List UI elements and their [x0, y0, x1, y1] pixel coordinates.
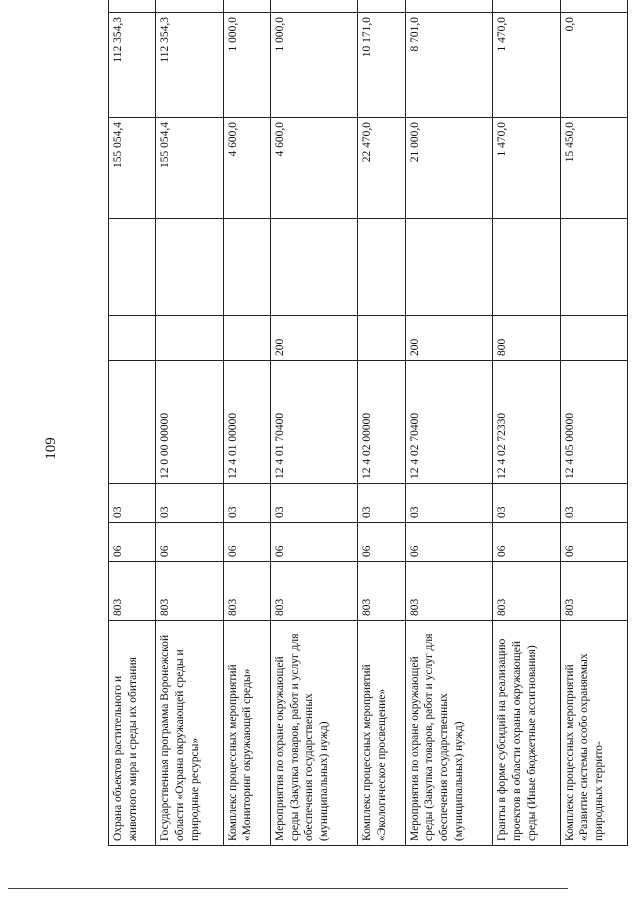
- amount-year-1: 155 054,4: [109, 118, 156, 219]
- section-code: 06: [560, 523, 627, 562]
- empty-cell: [270, 219, 358, 316]
- subsection-code: 03: [560, 484, 627, 523]
- target-article-code: 12 4 02 70400: [405, 361, 493, 484]
- target-article-code: 12 4 02 72330: [493, 361, 560, 484]
- amount-year-3: [109, 0, 156, 13]
- expense-type-code: 200: [405, 316, 493, 361]
- admin-code: 803: [493, 562, 560, 621]
- expense-type-code: 800: [493, 316, 560, 361]
- subsection-code: 03: [109, 484, 156, 523]
- expense-type-code: [156, 316, 223, 361]
- admin-code: 803: [223, 562, 270, 621]
- table-row: [156, 0, 223, 846]
- amount-year-1: 21 000,0: [405, 118, 493, 219]
- amount-year-3: [156, 0, 223, 13]
- amount-year-1: 4 600,0: [223, 118, 270, 219]
- target-article-code: [109, 361, 156, 484]
- row-name: Мероприятия по охране окружающей среды (Закупка товаров, работ и услуг для обеспечения государственных (муниципальных) нужд): [405, 621, 493, 846]
- amount-year-2: 8 701,0: [405, 13, 493, 118]
- subsection-code: 03: [270, 484, 358, 523]
- table-row: [493, 0, 560, 846]
- expense-type-code: 200: [270, 316, 358, 361]
- amount-year-1: 1 470,0: [493, 118, 560, 219]
- amount-year-2: 1 000,0: [223, 13, 270, 118]
- amount-year-3: [270, 0, 358, 13]
- amount-year-2: 1 470,0: [493, 13, 560, 118]
- amount-year-3: [405, 0, 493, 13]
- subsection-code: 03: [405, 484, 493, 523]
- expense-type-code: [109, 316, 156, 361]
- amount-year-1: 22 470,0: [358, 118, 405, 219]
- target-article-code: 12 4 01 70400: [270, 361, 358, 484]
- amount-year-3: [358, 0, 405, 13]
- target-article-code: 12 4 01 00000: [223, 361, 270, 484]
- table-row: [358, 0, 405, 846]
- budget-table: [108, 0, 628, 846]
- target-article-code: 12 4 02 00000: [358, 361, 405, 484]
- empty-cell: [223, 219, 270, 316]
- admin-code: 803: [270, 562, 358, 621]
- row-name: Комплекс процессных мероприятий «Мониторинг окружающей среды»: [223, 621, 270, 846]
- amount-year-1: 155 054,4: [156, 118, 223, 219]
- amount-year-3: [223, 0, 270, 13]
- empty-cell: [109, 219, 156, 316]
- admin-code: 803: [109, 562, 156, 621]
- empty-cell: [493, 219, 560, 316]
- section-code: 06: [493, 523, 560, 562]
- expense-type-code: [560, 316, 627, 361]
- section-code: 06: [270, 523, 358, 562]
- table-row: [223, 0, 270, 846]
- table-row: [560, 0, 627, 846]
- table-row: [405, 0, 493, 846]
- row-name: Комплекс процессных мероприятий «Развитие системы особо охраняемых природных террито-: [560, 621, 627, 846]
- empty-cell: [405, 219, 493, 316]
- admin-code: 803: [358, 562, 405, 621]
- page-number: 109: [42, 437, 59, 460]
- admin-code: 803: [405, 562, 493, 621]
- target-article-code: 12 0 00 00000: [156, 361, 223, 484]
- admin-code: 803: [156, 562, 223, 621]
- row-name: Мероприятия по охране окружающей среды (Закупка товаров, работ и услуг для обеспечения государственных (муниципальных) нужд): [270, 621, 358, 846]
- row-name: Комплекс процессных мероприятий «Экологическое просвещение»: [358, 621, 405, 846]
- subsection-code: 03: [156, 484, 223, 523]
- amount-year-2: 1 000,0: [270, 13, 358, 118]
- target-article-code: 12 4 05 00000: [560, 361, 627, 484]
- subsection-code: 03: [358, 484, 405, 523]
- amount-year-2: 10 171,0: [358, 13, 405, 118]
- section-code: 06: [109, 523, 156, 562]
- row-name: Охрана объектов растительного и животного мира и среды их обитания: [109, 621, 156, 846]
- row-name: Государственная программа Воронежской области «Охрана окружающей среды и природные ресурсы»: [156, 621, 223, 846]
- expense-type-code: [358, 316, 405, 361]
- bottom-rule: [8, 888, 568, 889]
- section-code: 06: [358, 523, 405, 562]
- amount-year-3: [493, 0, 560, 13]
- budget-table-rotated: [108, 17, 628, 846]
- budget-table-body: [109, 0, 628, 846]
- amount-year-2: 112 354,3: [109, 13, 156, 118]
- amount-year-1: 4 600,0: [270, 118, 358, 219]
- amount-year-2: 112 354,3: [156, 13, 223, 118]
- amount-year-3: [560, 0, 627, 13]
- amount-year-1: 15 450,0: [560, 118, 627, 219]
- subsection-code: 03: [493, 484, 560, 523]
- table-row: [109, 0, 156, 846]
- empty-cell: [358, 219, 405, 316]
- empty-cell: [156, 219, 223, 316]
- admin-code: 803: [560, 562, 627, 621]
- empty-cell: [560, 219, 627, 316]
- section-code: 06: [405, 523, 493, 562]
- section-code: 06: [156, 523, 223, 562]
- row-name: Гранты в форме субсидий на реализацию проектов в области охраны окружающей среды (Иные бюджетные ассигнования): [493, 621, 560, 846]
- expense-type-code: [223, 316, 270, 361]
- subsection-code: 03: [223, 484, 270, 523]
- amount-year-2: 0,0: [560, 13, 627, 118]
- table-row: [270, 0, 358, 846]
- section-code: 06: [223, 523, 270, 562]
